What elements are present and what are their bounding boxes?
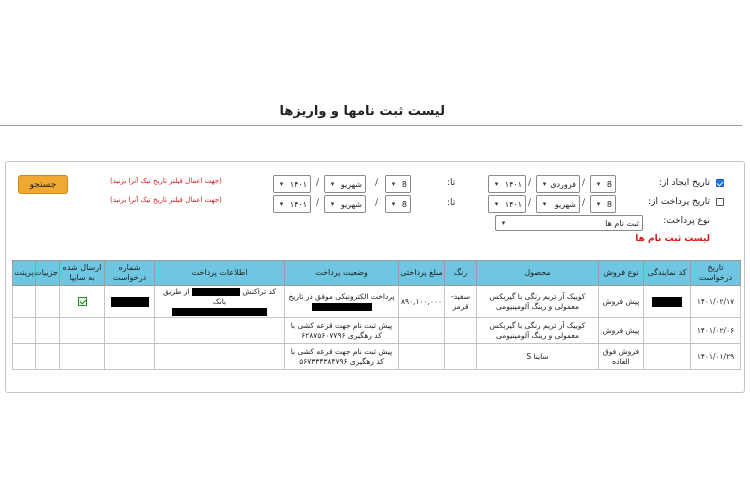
created-date-checkbox[interactable]: [716, 179, 724, 187]
chevron-down-icon: ▾: [494, 180, 499, 188]
redacted-block: [312, 303, 372, 311]
paid-date-checkbox[interactable]: [716, 198, 724, 206]
cell-product: کوییک آر تریم رنگی با گیربکس معمولی و رینگ آلومینیومی: [477, 286, 599, 318]
redacted-block: [172, 308, 267, 316]
cell-payment-info: [155, 344, 285, 370]
search-button[interactable]: جستجو: [18, 175, 68, 194]
chevron-down-icon: ▾: [596, 180, 601, 188]
cell-payment-status: پیش ثبت نام جهت قرعه کشی با کد رهگیری ۵۶۷۳۳۴۳۸۴۷۹۶: [285, 344, 399, 370]
cell-product: کوییک آر تریم رنگی با گیربکس معمولی و رینگ آلومینیومی: [477, 318, 599, 344]
cell-agency-code: [644, 286, 691, 318]
col-payment-status: وضعیت پرداخت: [285, 261, 399, 286]
created-from-year-select[interactable]: ۱۴۰۱ ▾: [488, 175, 526, 193]
cell-request-date: ۱۴۰۱/۰۲/۱۷: [691, 286, 741, 318]
paid-from-month-select[interactable]: شهریو ▾: [536, 195, 580, 213]
paid-to-month-select[interactable]: شهریو ▾: [324, 195, 366, 213]
table-row[interactable]: [13, 286, 741, 318]
cell-print[interactable]: [13, 318, 36, 344]
col-agency-code: کد نمایندگی: [644, 261, 691, 286]
cell-sent-to-saipa: [60, 286, 105, 318]
payment-type-label: نوع پرداخت:: [663, 216, 710, 226]
cell-request-date: ۱۴۰۱/۰۲/۰۶: [691, 318, 741, 344]
cell-color: سفید- قرمز: [445, 286, 477, 318]
col-request-number: شماره درخواست: [105, 261, 155, 286]
cell-print[interactable]: [13, 286, 36, 318]
created-from-day-select[interactable]: 8 ▾: [590, 175, 616, 193]
col-request-date: تاریخ درخواست: [691, 261, 741, 286]
payment-info-middle: از طریق بانک: [163, 287, 227, 306]
paid-date-note: (جهت اعمال فیلتر تاریخ تیک آنرا بزنید): [110, 196, 222, 204]
cell-payment-info: [155, 318, 285, 344]
cell-request-number: [105, 344, 155, 370]
cell-sent-to-saipa: [60, 318, 105, 344]
col-payment-info: اطلاعات پرداخت: [155, 261, 285, 286]
col-sale-type: نوع فروش: [599, 261, 644, 286]
col-product: محصول: [477, 261, 599, 286]
cell-details[interactable]: [36, 344, 60, 370]
created-date-label: تاریخ ایجاد از:: [658, 178, 710, 188]
col-sent-to-saipa: ارسال شده به سایپا: [60, 261, 105, 286]
created-from-month-select[interactable]: فروردی ▾: [536, 175, 580, 193]
cell-agency-code: [644, 344, 691, 370]
created-to-month-select[interactable]: شهریو ▾: [324, 175, 366, 193]
payment-status-text: پرداخت الکترونیکی موفق در تاریخ: [288, 291, 395, 301]
chevron-down-icon: ▾: [391, 180, 396, 188]
check-icon: [78, 297, 87, 306]
col-color: رنگ: [445, 261, 477, 286]
chevron-down-icon: ▾: [279, 200, 284, 208]
chevron-down-icon: ▾: [596, 200, 601, 208]
page-title: لیست ثبت نامها و واریزها: [279, 104, 445, 119]
created-to-label: تا:: [447, 178, 456, 188]
title-divider: [0, 125, 742, 126]
cell-payment-info: [155, 286, 285, 318]
redacted-block: [652, 297, 682, 307]
cell-color: [445, 318, 477, 344]
registrations-list-link[interactable]: لیست ثبت نام ها: [635, 234, 710, 244]
created-date-note: (جهت اعمال فیلتر تاریخ تیک آنرا بزنید): [110, 177, 222, 185]
paid-date-label: تاریخ پرداخت از:: [648, 197, 710, 207]
cell-color: [445, 344, 477, 370]
chevron-down-icon: ▾: [494, 200, 499, 208]
table-row[interactable]: [13, 318, 741, 344]
cell-payment-status: پیش ثبت نام جهت قرعه کشی با کد رهگیری ۶۲۸۷۵۶۰۷۷۹۶: [285, 318, 399, 344]
cell-amount: ۸۹۰,۱۰۰,۰۰۰: [399, 286, 445, 318]
cell-request-number: [105, 286, 155, 318]
cell-sale-type: فروش فوق العاده: [599, 344, 644, 370]
col-details: جزییات: [36, 261, 60, 286]
chevron-down-icon: ▾: [501, 219, 506, 227]
paid-to-day-select[interactable]: 8 ▾: [385, 195, 411, 213]
cell-request-number: [105, 318, 155, 344]
cell-agency-code: [644, 318, 691, 344]
cell-sent-to-saipa: [60, 344, 105, 370]
chevron-down-icon: ▾: [542, 200, 547, 208]
chevron-down-icon: ▾: [279, 180, 284, 188]
results-table: [12, 260, 741, 370]
chevron-down-icon: ▾: [330, 180, 335, 188]
created-to-year-select[interactable]: ۱۴۰۱ ▾: [273, 175, 311, 193]
payment-info-prefix: کد تراکنش: [242, 287, 276, 296]
cell-amount: [399, 318, 445, 344]
col-print: پرینت: [13, 261, 36, 286]
cell-amount: [399, 344, 445, 370]
cell-details[interactable]: [36, 318, 60, 344]
cell-print[interactable]: [13, 344, 36, 370]
table-header-row: [13, 261, 741, 286]
created-to-day-select[interactable]: 8 ▾: [385, 175, 411, 193]
cell-details[interactable]: [36, 286, 60, 318]
paid-from-year-select[interactable]: ۱۴۰۱ ▾: [488, 195, 526, 213]
cell-payment-status: [285, 286, 399, 318]
paid-to-year-select[interactable]: ۱۴۰۱ ▾: [273, 195, 311, 213]
table-row[interactable]: [13, 344, 741, 370]
payment-type-select[interactable]: ثبت نام ها ▾: [495, 215, 643, 231]
cell-product: ساینا S: [477, 344, 599, 370]
paid-from-day-select[interactable]: 8 ▾: [590, 195, 616, 213]
cell-sale-type: پیش فروش: [599, 286, 644, 318]
redacted-block: [192, 288, 240, 296]
chevron-down-icon: ▾: [330, 200, 335, 208]
chevron-down-icon: ▾: [542, 180, 547, 188]
paid-to-label: تا:: [447, 198, 456, 208]
chevron-down-icon: ▾: [391, 200, 396, 208]
col-amount: مبلغ پرداختی: [399, 261, 445, 286]
cell-sale-type: پیش فروش: [599, 318, 644, 344]
cell-request-date: ۱۴۰۱/۰۱/۲۹: [691, 344, 741, 370]
redacted-block: [111, 297, 149, 307]
